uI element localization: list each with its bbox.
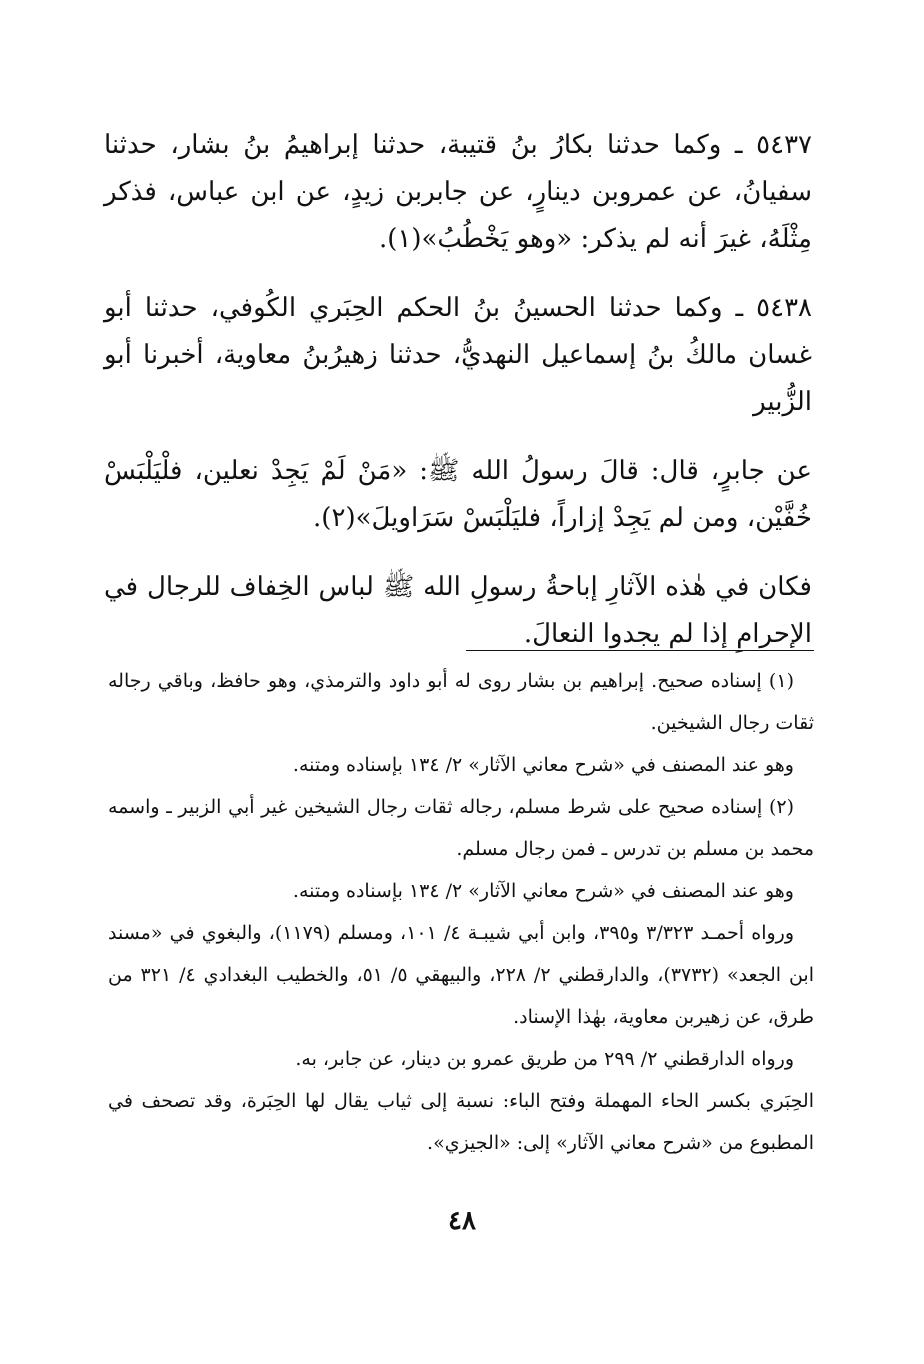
conclusion-paragraph: فكان في هٰذه الآثارِ إباحةُ رسولِ الله ﷺ لباس الخِفاف للرجال في الإحرامِ إذا لم يجدوا النعالَ. — [104, 572, 812, 649]
footnote-separator-rule — [466, 650, 814, 651]
footnotes-section — [108, 660, 814, 1164]
main-text-body — [104, 122, 812, 658]
page-number: ٤٨ — [448, 1206, 476, 1236]
footnote-2-source: وهو عند المصنف في «شرح معاني الآثار» ٢/ ١٣٤ بإسناده ومتنه. — [292, 880, 794, 902]
footnote-2-daraqutni: ورواه الدارقطني ٢/ ٢٩٩ من طريق عمرو بن دينار، عن جابر، به. — [295, 1048, 794, 1070]
footnote-1-source: وهو عند المصنف في «شرح معاني الآثار» ٢/ ١٣٤ بإسناده ومتنه. — [292, 754, 794, 776]
hadith-matn-paragraph: عن جابرٍ، قال: قالَ رسولُ الله ﷺ: «مَنْ لَمْ يَجِدْ نعلين، فلْيَلْبَسْ خُفَّيْن، ومن لم يَجِدْ إزاراً، فليَلْبَسْ سَرَاويلَ»(٢). — [104, 456, 812, 533]
footnote-1: (١) إسناده صحيح. إبراهيم بن بشار روى له أبو داود والترمذي، وهو حافظ، وباقي رجاله ثقات رجال الشيخين. — [108, 670, 814, 734]
hadith-5438-paragraph: ٥٤٣٨ ـ وكما حدثنا الحسينُ بنُ الحكم الحِبَري الكُوفي، حدثنا أبو غسان مالكُ بنُ إسماعيل النهديُّ، حدثنا زهيرُبنُ معاوية، أخبرنا أبو الزُّبير — [104, 293, 812, 417]
footnote-2-other-sources: ورواه أحمـد ٣/٣٢٣ و٣٩٥، وابن أبي شيبـة ٤/ ١٠١، ومسلم (١١٧٩)، والبغوي في «مسند ابن الجعد» (٣٧٣٢)، والدارقطني ٢/ ٢٢٨، والبيهقي ٥/ ٥١، والخطيب البغدادي ٤/ ٣٢١ من طرق، عن زهيربن معاوية، بهٰذا الإسناد. — [108, 922, 814, 1028]
footnote-2: (٢) إسناده صحيح على شرط مسلم، رجاله ثقات رجال الشيخين غير أبي الزبير ـ واسمه محمد بن مسلم بن تدرس ـ فمن رجال مسلم. — [108, 796, 814, 860]
footnote-hibari-note: الحِبَري بكسر الحاء المهملة وفتح الباء: نسبة إلى ثياب يقال لها الحِبَرة، وقد تصحف في المطبوع من «شرح معاني الآثار» إلى: «الجيزي». — [108, 1090, 814, 1154]
hadith-5437-paragraph: ٥٤٣٧ ـ وكما حدثنا بكارُ بنُ قتيبة، حدثنا إبراهيمُ بنُ بشار، حدثنا سفيانُ، عن عمروبن دينارٍ، عن جابربن زيدٍ، عن ابن عباس، فذكر مِثْلَهُ، غيرَ أنه لم يذكر: «وهو يَخْطُبُ»(١). — [104, 130, 812, 254]
